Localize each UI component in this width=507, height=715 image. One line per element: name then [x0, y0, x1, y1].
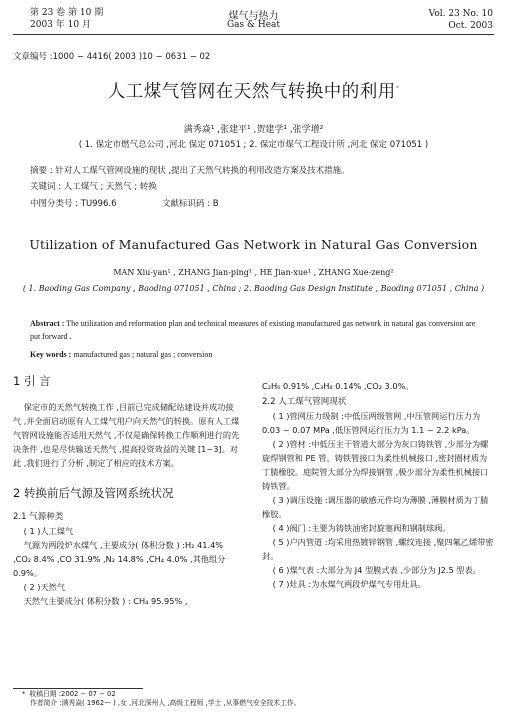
- section-1-paragraph: 保定市的天然气转换工作 ,目前已完成储配站建设并成功接气 ,并全面启动原有人工煤气用户向天然气的转换。原有人工煤气管网设施能否适用天然气 ,不仅是确保转换工作顺利进行的先决条件 ,也是尽快输送天然气 ,提高投资效益的关键 [1~3]。对此 ,我们进行了分析 ,制定了相应的技术方案。: [13, 402, 240, 468]
- keywords-en-label: Key words :: [30, 350, 72, 359]
- header-journal-zh: 煤气与热力: [228, 11, 279, 22]
- keywords-en-text: manufactured gas ; natural gas ; conversion: [71, 350, 213, 359]
- footnote-received-text: 收稿日期 :2002 − 07 − 02: [29, 690, 116, 698]
- title-en: Utilization of Manufactured Gas Network in Natural Gas Conversion: [29, 237, 478, 252]
- natural-gas-composition: 天然气主要成分( 体积分数 ) : CH₄ 95.95% ,: [23, 596, 188, 606]
- network-gas-meters: ( 6 )煤气表 :大部分为 J4 型膜式表 ,少部分为 J2.5 型表。: [272, 565, 481, 575]
- abstract-en: [30, 318, 482, 343]
- abstract-zh: 摘要 : 针对人工煤气管网设施的现状 ,提出了天然气转换的利用改造方案及技术措施。: [30, 166, 350, 176]
- article-number: 文章编号 :1000 − 4416( 2003 )10 − 0631 − 02: [13, 52, 211, 62]
- header-rule: [13, 34, 494, 35]
- footnote-author-bio: 作者简介 :满秀焱( 1962— ) ,女 ,河北深州人 ,高级工程师 ,学士 ,从事燃气安全技术工作。: [30, 699, 301, 707]
- header-date: 2003 年 10 月: [30, 20, 91, 30]
- footnote-rule: [13, 688, 143, 689]
- doc-code-zh: 文献标识码 : B: [162, 199, 219, 209]
- header-vol-en: Vol. 23 No. 10: [428, 9, 493, 19]
- subsection-2-1-heading: 2.1 气源种类: [13, 512, 64, 522]
- item-manufactured-gas: ( 1 )人工煤气: [23, 526, 74, 536]
- network-regulators: ( 3 )调压设施 :调压器的敏感元件均为薄膜 ,薄膜材质为丁腈橡胶。: [262, 495, 489, 519]
- header-date-en: Oct. 2003: [448, 21, 493, 31]
- subsection-2-2-heading: 2.2 人工煤气管网现状: [262, 397, 347, 407]
- footnote-received: [22, 690, 116, 699]
- authors-zh: 满秀焱¹ ,张建平¹ ,贺建学¹ ,张学增²: [183, 125, 324, 135]
- manufactured-gas-composition: 气源为两段炉水煤气 ,主要成分( 体积分数 ) :H₂ 41.4% ,CO₂ 8.4% ,CO 31.9% ,N₂ 14.8% ,CH₄ 4.0% ,其他组分 0.9%。: [13, 540, 226, 578]
- abstract-en-label: Abstract :: [30, 319, 65, 328]
- affiliation-zh: ( 1. 保定市燃气总公司 ,河北 保定 071051 ; 2. 保定市煤气工程设计所 ,河北 保定 071051 ): [78, 140, 429, 150]
- keywords-en: [30, 349, 482, 362]
- classification-zh: 中图分类号 : TU996.6: [30, 199, 117, 209]
- title-zh-text: 人工煤气管网在天然气转换中的利用: [107, 82, 396, 102]
- network-valves: ( 4 )阀门 :主要为铸铁油密封旋塞阀和钢制球阀。: [272, 523, 451, 533]
- abstract-en-text: The utilization and reformation plan and technical measures of existing manufactured gas network in natural gas conversion are put forward .: [30, 319, 476, 341]
- network-indoor-pipes: ( 5 )户内管道 :均采用热镀锌钢管 ,螺纹连接 ,聚四氟乙烯带密封。: [262, 537, 494, 561]
- network-pressure: ( 1 )管网压力级制 :中低压两级管网 ,中压管网运行压力为 0.03 ~ 0.07 MPa ,低压管网运行压力为 1.1 ~ 2.2 kPa。: [262, 411, 481, 435]
- title-zh: [0, 78, 507, 103]
- authors-en: MAN Xiu-yan¹ , ZHANG Jian-ping¹ , HE Jian-xue¹ , ZHANG Xue-zeng²: [113, 268, 394, 277]
- section-1-heading: 1 引 言: [13, 374, 51, 388]
- header-volume-issue: 第 23 卷 第 10 期: [30, 8, 104, 18]
- keywords-zh: 关键词 : 人工煤气 ; 天然气 ; 转换: [30, 182, 157, 192]
- section-2-heading: 2 转换前后气源及管网系统状况: [13, 486, 174, 500]
- network-stoves: ( 7 )灶具 :为水煤气两段炉煤气专用灶具。: [272, 579, 426, 589]
- item-natural-gas: ( 2 )天然气: [23, 582, 66, 592]
- title-footnote-mark: *: [395, 85, 400, 93]
- network-pipe-material: ( 2 )管材 :中低压主干管道大部分为灰口铸铁管 ,少部分为螺旋焊钢管和 PE 管。铸铁管接口为柔性机械接口 ,密封圈材质为丁腈橡胶。庭院管大部分为焊接钢管 ,极少部分为柔性机械接口铸铁管。: [262, 439, 489, 491]
- header-journal-en: Gas & Heat: [226, 20, 281, 30]
- left-column: [13, 374, 241, 608]
- right-column: [262, 379, 494, 591]
- footnote-mark: *: [22, 690, 26, 698]
- affiliation-en: ( 1. Baoding Gas Company , Baoding 071051 , China ; 2. Baoding Gas Design Institute , Baoding 071051 , China ): [22, 284, 485, 293]
- natural-gas-composition-cont: C₂H₆ 0.91% ,C₃H₈ 0.14% ,CO₂ 3.0%。: [262, 381, 414, 391]
